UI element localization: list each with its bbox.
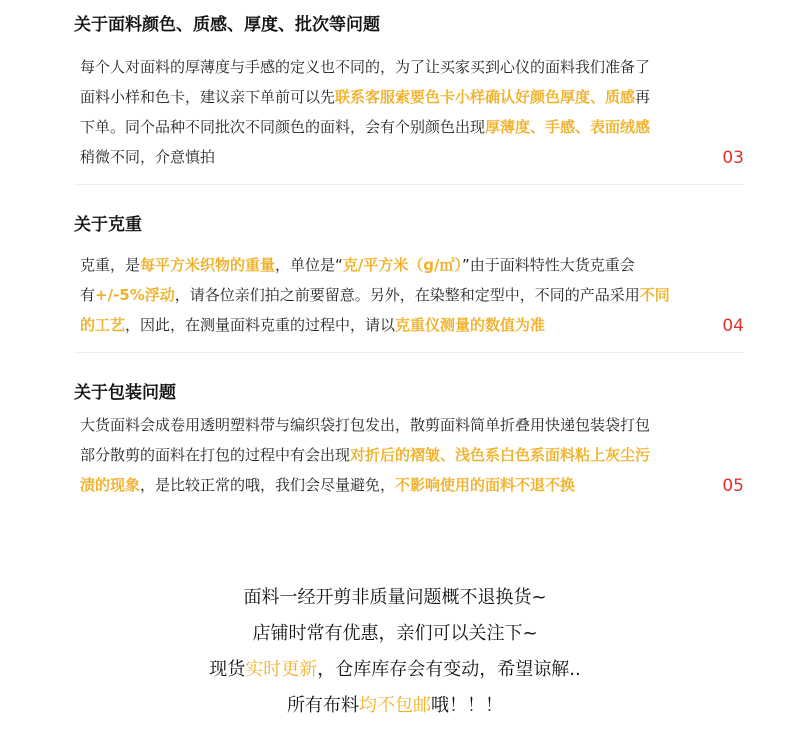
section-number: 03: [722, 148, 744, 168]
body-text: ，是比较正常的哦，我们会尽量避免，: [140, 476, 396, 494]
section-packaging: [74, 382, 744, 502]
highlight-text: 均不包邮: [359, 695, 431, 716]
highlight-text: 实时更新: [245, 659, 318, 680]
paragraph-line: [80, 82, 700, 112]
body-text: 再: [635, 88, 651, 106]
notice-line: [0, 580, 790, 616]
notice-line: [0, 688, 790, 724]
body-text: ，因此，在测量面料克重的过程中，请以: [125, 316, 396, 334]
notice-line: [0, 652, 790, 688]
paragraph-line: [80, 310, 700, 340]
body-text: 大货面料会成卷用透明塑料带与编织袋打包发出，散剪面料简单折叠用快递包装袋打包: [80, 416, 651, 434]
body-text: 下单。同个品种不同批次不同颜色的面料，会有个别颜色出现: [80, 118, 486, 136]
body-text: 店铺时常有优惠，亲们可以关注下~: [252, 623, 538, 644]
section-paragraph: [80, 250, 700, 340]
body-text: 部分散剪的面料在打包的过程中有会出现: [80, 446, 351, 464]
body-text: ，仓库库存会有变动，希望谅解..: [317, 659, 581, 680]
highlight-text: +/-5%浮动: [95, 286, 175, 304]
highlight-text: 不影响使用的面料不退不换: [395, 476, 576, 494]
notice-line: [0, 616, 790, 652]
section-divider: [74, 184, 744, 185]
highlight-text: 联系客服索要色卡小样确认好颜色厚度、质感: [335, 88, 636, 106]
body-text: 有: [80, 286, 96, 304]
highlight-text: 克/平方米（g/㎡）: [342, 256, 463, 274]
highlight-text: 渍的现象: [80, 476, 141, 494]
highlight-text: 不同: [639, 286, 670, 304]
body-text: 克重，是: [80, 256, 141, 274]
body-text: 所有布料: [287, 695, 359, 716]
body-text: ，请各位亲们拍之前要留意。另外，在染整和定型中，不同的产品采用: [174, 286, 640, 304]
body-text: 面料小样和色卡，建议亲下单前可以先: [80, 88, 336, 106]
highlight-text: 每平方米织物的重量: [140, 256, 276, 274]
body-text: 面料一经开剪非质量问题概不退换货~: [243, 587, 547, 608]
section-weight: [74, 214, 744, 356]
paragraph-line: [80, 112, 700, 142]
section-color-texture: [74, 14, 744, 186]
store-notice: [0, 580, 790, 724]
section-title: 关于克重: [74, 215, 142, 235]
body-text: ”由于面料特性大货克重会: [462, 256, 635, 274]
highlight-text: 克重仪测量的数值为准: [395, 316, 546, 334]
paragraph-line: [80, 280, 700, 310]
section-paragraph: [80, 410, 700, 500]
section-title: 关于包装问题: [74, 383, 176, 403]
section-number: 04: [722, 316, 744, 336]
body-text: 现货: [209, 659, 246, 680]
paragraph-line: [80, 470, 700, 500]
section-divider: [74, 352, 744, 353]
paragraph-line: [80, 440, 700, 470]
section-number: 05: [722, 476, 744, 496]
paragraph-line: [80, 410, 700, 440]
highlight-text: 对折后的褶皱、浅色系白色系面料粘上灰尘污: [350, 446, 651, 464]
section-paragraph: [80, 52, 700, 172]
highlight-text: 厚薄度、手感、表面绒感: [485, 118, 651, 136]
body-text: ，单位是“: [275, 256, 343, 274]
paragraph-line: [80, 52, 700, 82]
paragraph-line: [80, 142, 700, 172]
body-text: 哦！！！: [431, 695, 503, 716]
body-text: 每个人对面料的厚薄度与手感的定义也不同的，为了让买家买到心仪的面料我们准备了: [80, 58, 651, 76]
body-text: 稍微不同，介意慎拍: [80, 148, 216, 166]
section-title: 关于面料颜色、质感、厚度、批次等问题: [74, 15, 380, 35]
highlight-text: 的工艺: [80, 316, 126, 334]
paragraph-line: [80, 250, 700, 280]
